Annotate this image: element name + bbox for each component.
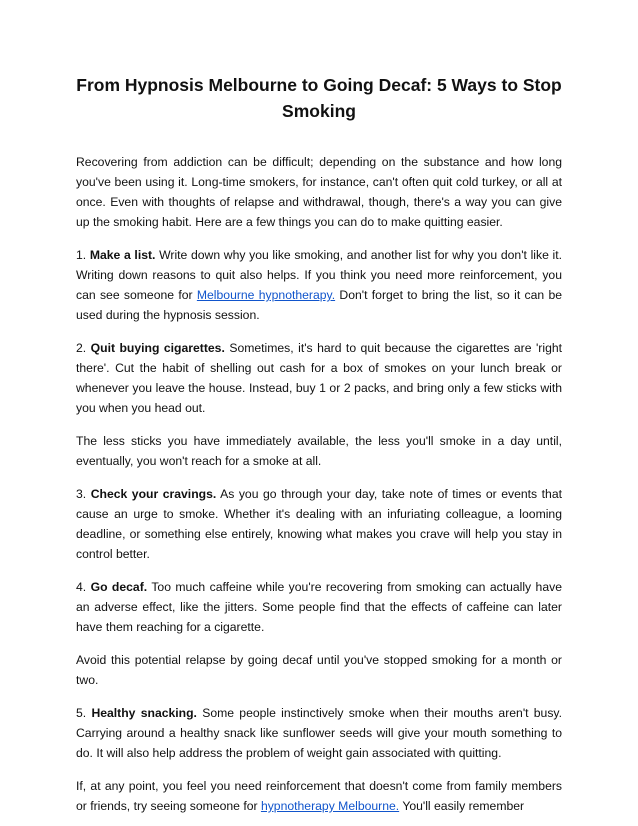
item-number: 3. (76, 487, 87, 501)
item-1-paragraph (76, 245, 562, 325)
item-text: As you go through your day, take note of times or events that cause an urge to smoke. Whether it's dealing with an infuriating colleague, a looming deadline, or something else entirely, knowing what makes you crave will help you stay in control better. (76, 487, 562, 561)
item-text: Sometimes, it's hard to quit because the cigarettes are 'right there'. Cut the habit of shelling out cash for a box of smokes on your lunch break or whenever you leave the house. Instead, buy 1 or 2 packs, and bring only a few sticks with you when you head out. (76, 341, 563, 415)
item-heading: Make a list. (89, 248, 156, 262)
item-heading: Quit buying cigarettes. (90, 341, 225, 355)
item-4-paragraph (76, 577, 562, 637)
item-number: 2. (76, 341, 87, 355)
item-heading: Check your cravings. (90, 487, 217, 501)
item-number: 1. (76, 248, 87, 262)
item-2-paragraph (76, 338, 562, 418)
item-number: 4. (76, 580, 87, 594)
item-text: Don't forget to bring the list, so it can be used during the hypnosis session. (76, 288, 563, 322)
item-heading: Go decaf. (90, 580, 148, 594)
closing-paragraph (76, 776, 562, 816)
closing-text: You'll easily remember (402, 799, 525, 813)
item-3-paragraph (76, 484, 562, 564)
item-text: Write down why you like smoking, and another list for why you don't like it. Writing down reasons to quit also helps. If you think you need more reinforcement, you can see someone for (76, 248, 563, 302)
item-4-followup-paragraph: Avoid this potential relapse by going decaf until you've stopped smoking for a month or two. (76, 653, 562, 687)
item-heading: Healthy snacking. (91, 706, 197, 720)
item-2-followup-paragraph: The less sticks you have immediately available, the less you'll smoke in a day until, eventually, you won't reach for a smoke at all. (76, 434, 562, 468)
item-number: 5. (76, 706, 87, 720)
closing-text: If, at any point, you feel you need reinforcement that doesn't come from family members or friends, try seeing someone for (76, 779, 562, 813)
item-5-paragraph (76, 703, 562, 763)
item-text: Some people instinctively smoke when their mouths aren't busy. Carrying around a healthy snack like sunflower seeds will give your mouth something to do. It will also help address the problem of weight gain associated with quitting. (76, 706, 563, 760)
intro-paragraph: Recovering from addiction can be difficult; depending on the substance and how long you've been using it. Long-time smokers, for instance, can't often quit cold turkey, or all at once. Even with thoughts of relapse and withdrawal, though, there's a way you can give up the smoking habit. Here are a few things you can do to make quitting easier. (76, 155, 562, 229)
melbourne-hypnotherapy-link[interactable]: Melbourne hypnotherapy. (196, 288, 336, 302)
page-title: From Hypnosis Melbourne to Going Decaf: 5 Ways to Stop Smoking (76, 75, 562, 121)
hypnotherapy-melbourne-link[interactable]: hypnotherapy Melbourne. (260, 799, 400, 813)
item-text: Too much caffeine while you're recovering from smoking can actually have an adverse effect, like the jitters. Some people find that the effects of caffeine can later have them reaching for a cigarette. (76, 580, 562, 634)
